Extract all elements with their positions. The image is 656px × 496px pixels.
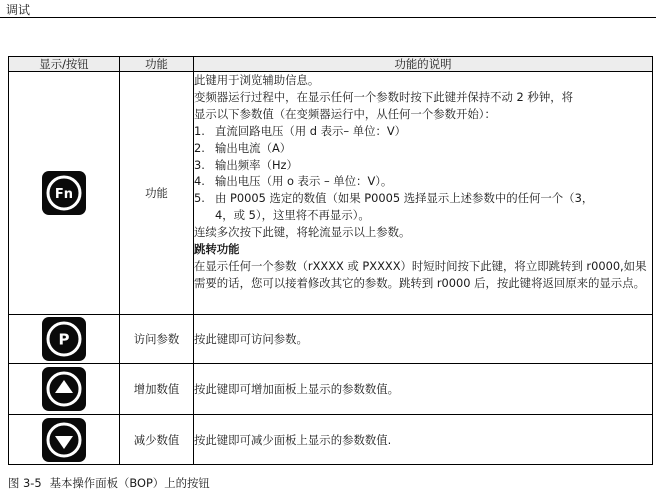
list-item [194,190,652,207]
fn-key-label: Fn [54,187,74,202]
list-item-text: 由 P0005 选定的数值（如果 P0005 选择显示上述参数中的任何一个（3， [215,191,594,206]
function-cell: 减少数值 [120,415,194,465]
list-item-number: 2. [194,140,205,155]
down-arrow-key-icon [42,418,86,462]
figure-caption [8,475,210,491]
bop-buttons-table [8,56,653,465]
header-divider [0,17,656,18]
function-cell: 访问参数 [120,315,194,364]
description-cell: 按此键即可减少面板上显示的参数数值. [194,415,653,465]
list-item-continuation: 4，或 5），这里将不再显示）。 [215,208,370,223]
table-row-fn [9,72,653,315]
table-row-increase [9,364,653,415]
list-item [194,140,652,157]
list-item-number: 4. [194,174,205,189]
list-item [194,173,652,190]
desc-line: 显示以下参数值（在变频器运行中，从任何一个参数开始）： [194,106,496,121]
icon-cell [9,364,120,415]
jump-function-text: 在显示任何一个参数（rXXXX 或 PXXXX）时短时间按下此键，将立即跳转到 r0000,如果需要的话，您可以接着修改其它的参数。跳转到 r0000 后，按此键将返回原来的显示点。 [194,258,647,290]
description-cell: 按此键即可访问参数。 [194,315,653,364]
desc-line: 连续多次按下此键，将轮流显示以上参数。 [194,225,411,240]
table-row-p [9,315,653,364]
p-key-label: P [58,330,70,349]
function-cell: 功能 [120,72,194,315]
list-item-text: 直流回路电压（用 d 表示– 单位：V） [215,123,407,138]
column-header-function: 功能 [120,57,194,72]
list-item [194,157,652,174]
table-row-decrease [9,415,653,465]
list-item-number: 5. [194,191,205,206]
icon-cell [9,315,120,364]
p-key-icon [42,317,86,361]
list-item [194,123,652,140]
icon-cell [9,415,120,465]
figure-number: 图 3-5 [8,476,42,490]
list-item-text: 输出频率（Hz） [215,157,298,172]
figure-caption-text: 基本操作面板（BOP）上的按钮 [49,476,210,490]
fn-key-icon [42,171,86,215]
function-cell: 增加数值 [120,364,194,415]
desc-line: 此键用于浏览辅助信息。 [194,73,320,87]
icon-cell [9,72,120,315]
table-header-row [9,57,653,72]
description-cell [194,72,653,315]
description-cell: 按此键即可增加面板上显示的参数数值。 [194,364,653,415]
list-item-text: 输出电压（用 o 表示 – 单位：V）。 [215,174,393,189]
up-arrow-key-icon [42,367,86,411]
list-item-number: 1. [194,123,205,138]
column-header-display-button: 显示/按钮 [9,57,120,72]
column-header-description: 功能的说明 [194,57,653,72]
list-item-text: 输出电流（A） [215,140,292,155]
desc-line: 变频器运行过程中，在显示任何一个参数时按下此键并保持不动 2 秒钟，将 [194,89,573,104]
jump-function-heading: 跳转功能 [194,242,240,257]
page-header-title: 调试 [6,3,31,17]
list-item-number: 3. [194,157,205,172]
